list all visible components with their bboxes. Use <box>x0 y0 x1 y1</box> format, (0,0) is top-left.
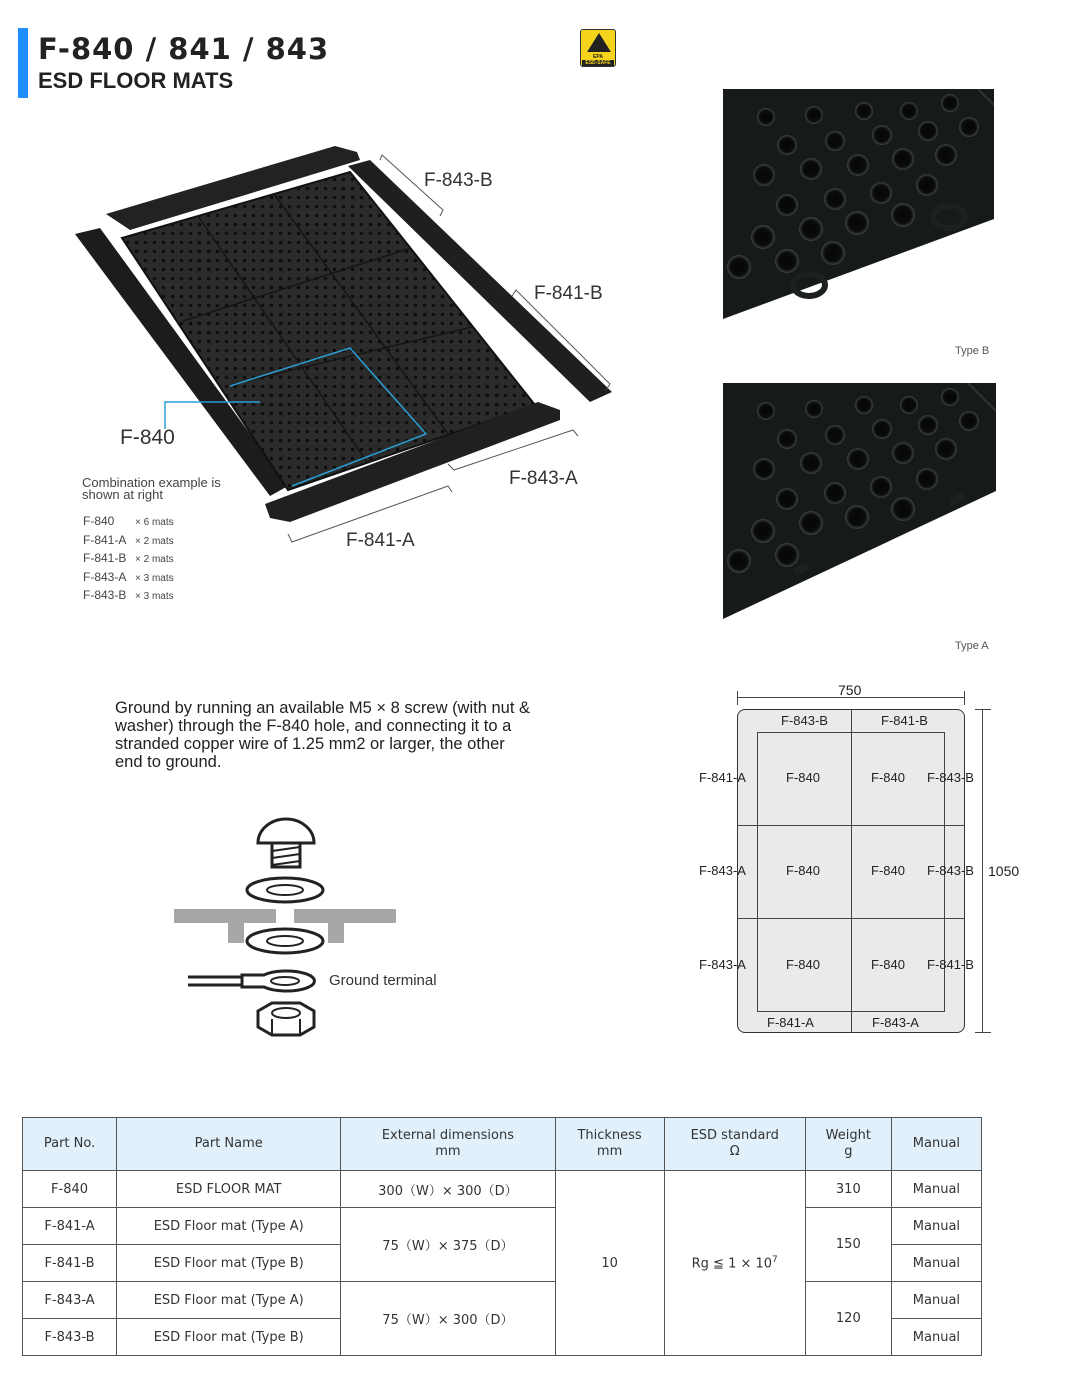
layout-top-left: F-843-B <box>781 713 828 728</box>
header-part-no: Part No. <box>23 1118 117 1171</box>
layout-left-1: F-841-A <box>699 770 746 785</box>
cell-part-no: F-841-B <box>23 1245 117 1282</box>
combination-item: F-841-A × 2 mats <box>83 532 174 547</box>
combination-item: F-843-A × 3 mats <box>83 569 174 584</box>
cell-part-name: ESD Floor mat (Type A) <box>117 1282 341 1319</box>
label-f841a: F-841-A <box>346 530 415 551</box>
cell-weight: 150 <box>805 1208 891 1282</box>
layout-center-tile: F-840 <box>786 863 820 878</box>
layout-bottom-left: F-841-A <box>767 1015 814 1030</box>
ground-terminal-label: Ground terminal <box>329 972 437 989</box>
header-weight: Weight g <box>805 1118 891 1171</box>
header-dimensions: External dimensions mm <box>341 1118 555 1171</box>
cell-part-name: ESD Floor mat (Type B) <box>117 1245 341 1282</box>
cell-part-no: F-843-B <box>23 1319 117 1356</box>
spec-table <box>22 1117 982 1356</box>
cell-part-name: ESD Floor mat (Type A) <box>117 1208 341 1245</box>
label-f841b: F-841-B <box>534 283 603 304</box>
header-esd-standard: ESD standard Ω <box>664 1118 805 1171</box>
layout-top-right: F-841-B <box>881 713 928 728</box>
screw-head-icon <box>258 819 314 843</box>
layout-right-1: F-843-B <box>927 770 974 785</box>
manual-link[interactable]: Manual <box>891 1171 981 1208</box>
layout-bottom-right: F-843-A <box>872 1015 919 1030</box>
header-manual: Manual <box>891 1118 981 1171</box>
combination-item: F-843-B × 3 mats <box>83 588 174 602</box>
cell-dimensions: 300（W）× 300（D） <box>341 1171 555 1208</box>
height-label: 1050 <box>988 863 1020 879</box>
combination-item: F-841-B × 2 mats <box>83 551 174 565</box>
layout-left-divider-1 <box>737 825 757 826</box>
type-a-caption: Type A <box>955 640 989 652</box>
label-f843a: F-843-A <box>509 468 578 489</box>
page-subtitle: ESD FLOOR MATS <box>38 68 234 93</box>
layout-center-tile: F-840 <box>786 957 820 972</box>
cell-part-no: F-841-A <box>23 1208 117 1245</box>
layout-right-divider-2 <box>945 918 965 919</box>
type-a-photo <box>723 383 996 627</box>
manual-link[interactable]: Manual <box>891 1245 981 1282</box>
label-f840: F-840 <box>120 426 175 449</box>
cell-dimensions: 75（W）× 300（D） <box>341 1282 555 1356</box>
height-dimension-line <box>982 709 983 1033</box>
badge-bottom-text: ESD-SAFE <box>582 60 614 66</box>
table-row <box>23 1171 982 1208</box>
badge-top-text: EPA <box>593 54 603 60</box>
type-b-caption: Type B <box>955 345 990 357</box>
cell-part-no: F-843-A <box>23 1282 117 1319</box>
layout-left-3: F-843-A <box>699 957 746 972</box>
cell-part-name: ESD Floor mat (Type B) <box>117 1319 341 1356</box>
page-title: F-840 / 841 / 843 <box>38 32 330 66</box>
layout-divider-vertical <box>851 709 852 1033</box>
cell-weight: 310 <box>805 1171 891 1208</box>
height-tick-top <box>975 709 991 710</box>
label-f843b: F-843-B <box>424 170 493 191</box>
layout-right-3: F-841-B <box>927 957 974 972</box>
combination-item: F-840 × 6 mats <box>83 514 174 528</box>
combination-list <box>83 513 174 606</box>
width-tick-right <box>964 691 965 705</box>
manual-link[interactable]: Manual <box>891 1319 981 1356</box>
manual-link[interactable]: Manual <box>891 1208 981 1245</box>
ground-instructions: Ground by running an available M5 × 8 screw (with nut & washer) through the F-840 hole, and connecting it to a stranded copper wire of 1.25 mm2 or larger, the other end to ground. <box>115 699 531 771</box>
title-accent-bar <box>18 28 28 98</box>
cell-dimensions: 75（W）× 375（D） <box>341 1208 555 1282</box>
layout-center-tile: F-840 <box>871 957 905 972</box>
layout-divider-h2 <box>757 918 945 919</box>
header-thickness: Thickness mm <box>555 1118 664 1171</box>
esd-safe-badge-icon <box>580 29 616 67</box>
header-part-name: Part Name <box>117 1118 341 1171</box>
layout-left-2: F-843-A <box>699 863 746 878</box>
height-tick-bottom <box>975 1032 991 1033</box>
layout-left-divider-2 <box>737 918 757 919</box>
combination-title: Combination example is shown at right <box>82 475 221 502</box>
type-b-photo <box>723 89 994 330</box>
table-header-row <box>23 1118 982 1171</box>
cell-weight: 120 <box>805 1282 891 1356</box>
cell-part-name: ESD FLOOR MAT <box>117 1171 341 1208</box>
layout-center-tile: F-840 <box>871 770 905 785</box>
table-row <box>23 1208 982 1245</box>
grounding-exploded-diagram <box>170 815 410 1045</box>
table-row <box>23 1282 982 1319</box>
layout-divider-h1 <box>757 825 945 826</box>
cell-part-no: F-840 <box>23 1171 117 1208</box>
layout-right-divider-1 <box>945 825 965 826</box>
layout-right-2: F-843-B <box>927 863 974 878</box>
layout-center-tile: F-840 <box>871 863 905 878</box>
manual-link[interactable]: Manual <box>891 1282 981 1319</box>
warning-triangle-icon <box>587 33 611 52</box>
width-tick-left <box>737 691 738 705</box>
cell-esd-standard: Rg ≦ $1 \times 10^7$ <box>664 1171 805 1356</box>
cell-thickness: 10 <box>555 1171 664 1356</box>
width-label: 750 <box>838 682 862 698</box>
layout-center-tile: F-840 <box>786 770 820 785</box>
